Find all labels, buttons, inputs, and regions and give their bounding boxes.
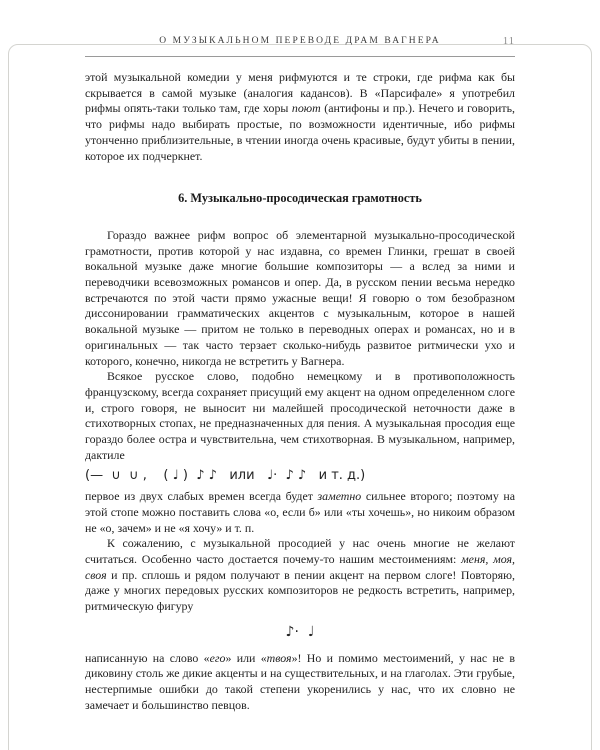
paragraph-text: этой музыкальной комедии у меня рифмуются и те строки, где рифма как бы скрывается в самой музыке (аналогия кадансов). В «Парсифале» я употребил рифмы опять-таки только там, где хоры (85, 70, 515, 116)
running-header (0, 36, 600, 50)
book-page (0, 36, 600, 750)
running-head-title: О МУЗЫКАЛЬНОМ ПЕРЕВОДЕ ДРАМ ВАГНЕРА (159, 36, 441, 46)
paragraph-text: сильнее второго; поэтому на этой стопе можно поставить слова «о, если б» или «ты хочешь», но никоим образом не «о, зачем» и не «я хочу» и т. п. (85, 489, 515, 535)
italic-word: его (209, 650, 226, 665)
paragraph-prosody-literacy: Гораздо важнее рифм вопрос об элементарной музыкально-просодической грамотности, против которой у нас издавна, со времен Глинки, грешат в своей вокальной музыке даже многие большие композиторы — а вслед за ними и переводчики всевозможных романсов и опер. Да, в русском пении весьма нередко встречаются по этой части прямо ужасные вещи! Я говорю о том безобразном диссонировании грамматических акцентов с музыкальным, которое в нашей вокальной музыке — притом не только в переводных операх и романсах, но и в оригинальных — так часто терзает сколько-нибудь развитое ритмически ухо и которого, конечно, никогда не встретить у Вагнера. (85, 227, 515, 368)
paragraph-weak-beats (85, 489, 515, 536)
italic-word: заметно (317, 489, 362, 504)
music-notation-rhythmic-figure: ♪· ♩ (285, 623, 315, 640)
paragraph-text: К сожалению, с музыкальной просодией у нас очень многие не желают считаться. Особенно часто достается почему-то нашим местоимениям: (85, 536, 515, 566)
paragraph-conclusion (85, 651, 515, 714)
paragraph-text: написанную на слово « (85, 650, 210, 665)
paragraph-text: » или « (225, 650, 267, 665)
paragraph-russian-word-accent: Всякое русское слово, подобно немецкому и в противоположность французскому, всегда сохраняет присущий ему акцент на одном определенном слоге и, строго говоря, не выносит ни малейшей просодической неточности даже в стихотворных стопах, не предназначенных для пения. А музыкальная просодия еще гораздо более остра и чувствительна, чем стихотворная. В музыкальном, например, дактиле (85, 369, 515, 462)
paragraph-text: первое из двух слабых времен всегда будет (85, 489, 318, 504)
paragraph-text: (антифоны и пр.). Нечего и говорить, что рифмы надо выбирать простые, по возможности идентичные, ибо рифмы утонченно приблизительные, в чтении иногда очень красивые, будут убиты в пении, которое их подчеркнет. (85, 101, 515, 163)
italic-word: твоя (266, 650, 292, 665)
page-number: 11 (502, 36, 515, 47)
paragraph-text: »! Но и помимо местоимений, у нас не в диковину столь же дикие акценты и на существительных, и на глаголах. Эти грубые, нестерпимые ошибки до такой степени укоренились у нас, что их словно не замечает и большинство певцов. (85, 650, 516, 712)
page-body (0, 57, 600, 713)
italic-word: поют (291, 101, 321, 116)
italic-words: меня, моя, своя (85, 551, 515, 582)
paragraph-rhymes (85, 70, 515, 164)
paragraph-text: и пр. сплошь и рядом получают в пении акцент на первом слоге! Повторяю, даже у многих передовых русских композиторов не редкость встретить, например, ритмическую фигуру (85, 567, 515, 614)
paragraph-pronouns (85, 536, 515, 615)
music-notation-dactyl: (— ∪ ∪ , ( ♩ ) ♪ ♪ или ♩· ♪ ♪ и т. д.) (85, 468, 366, 484)
section-heading: 6. Музыкально-просодическая грамотность (178, 191, 422, 206)
